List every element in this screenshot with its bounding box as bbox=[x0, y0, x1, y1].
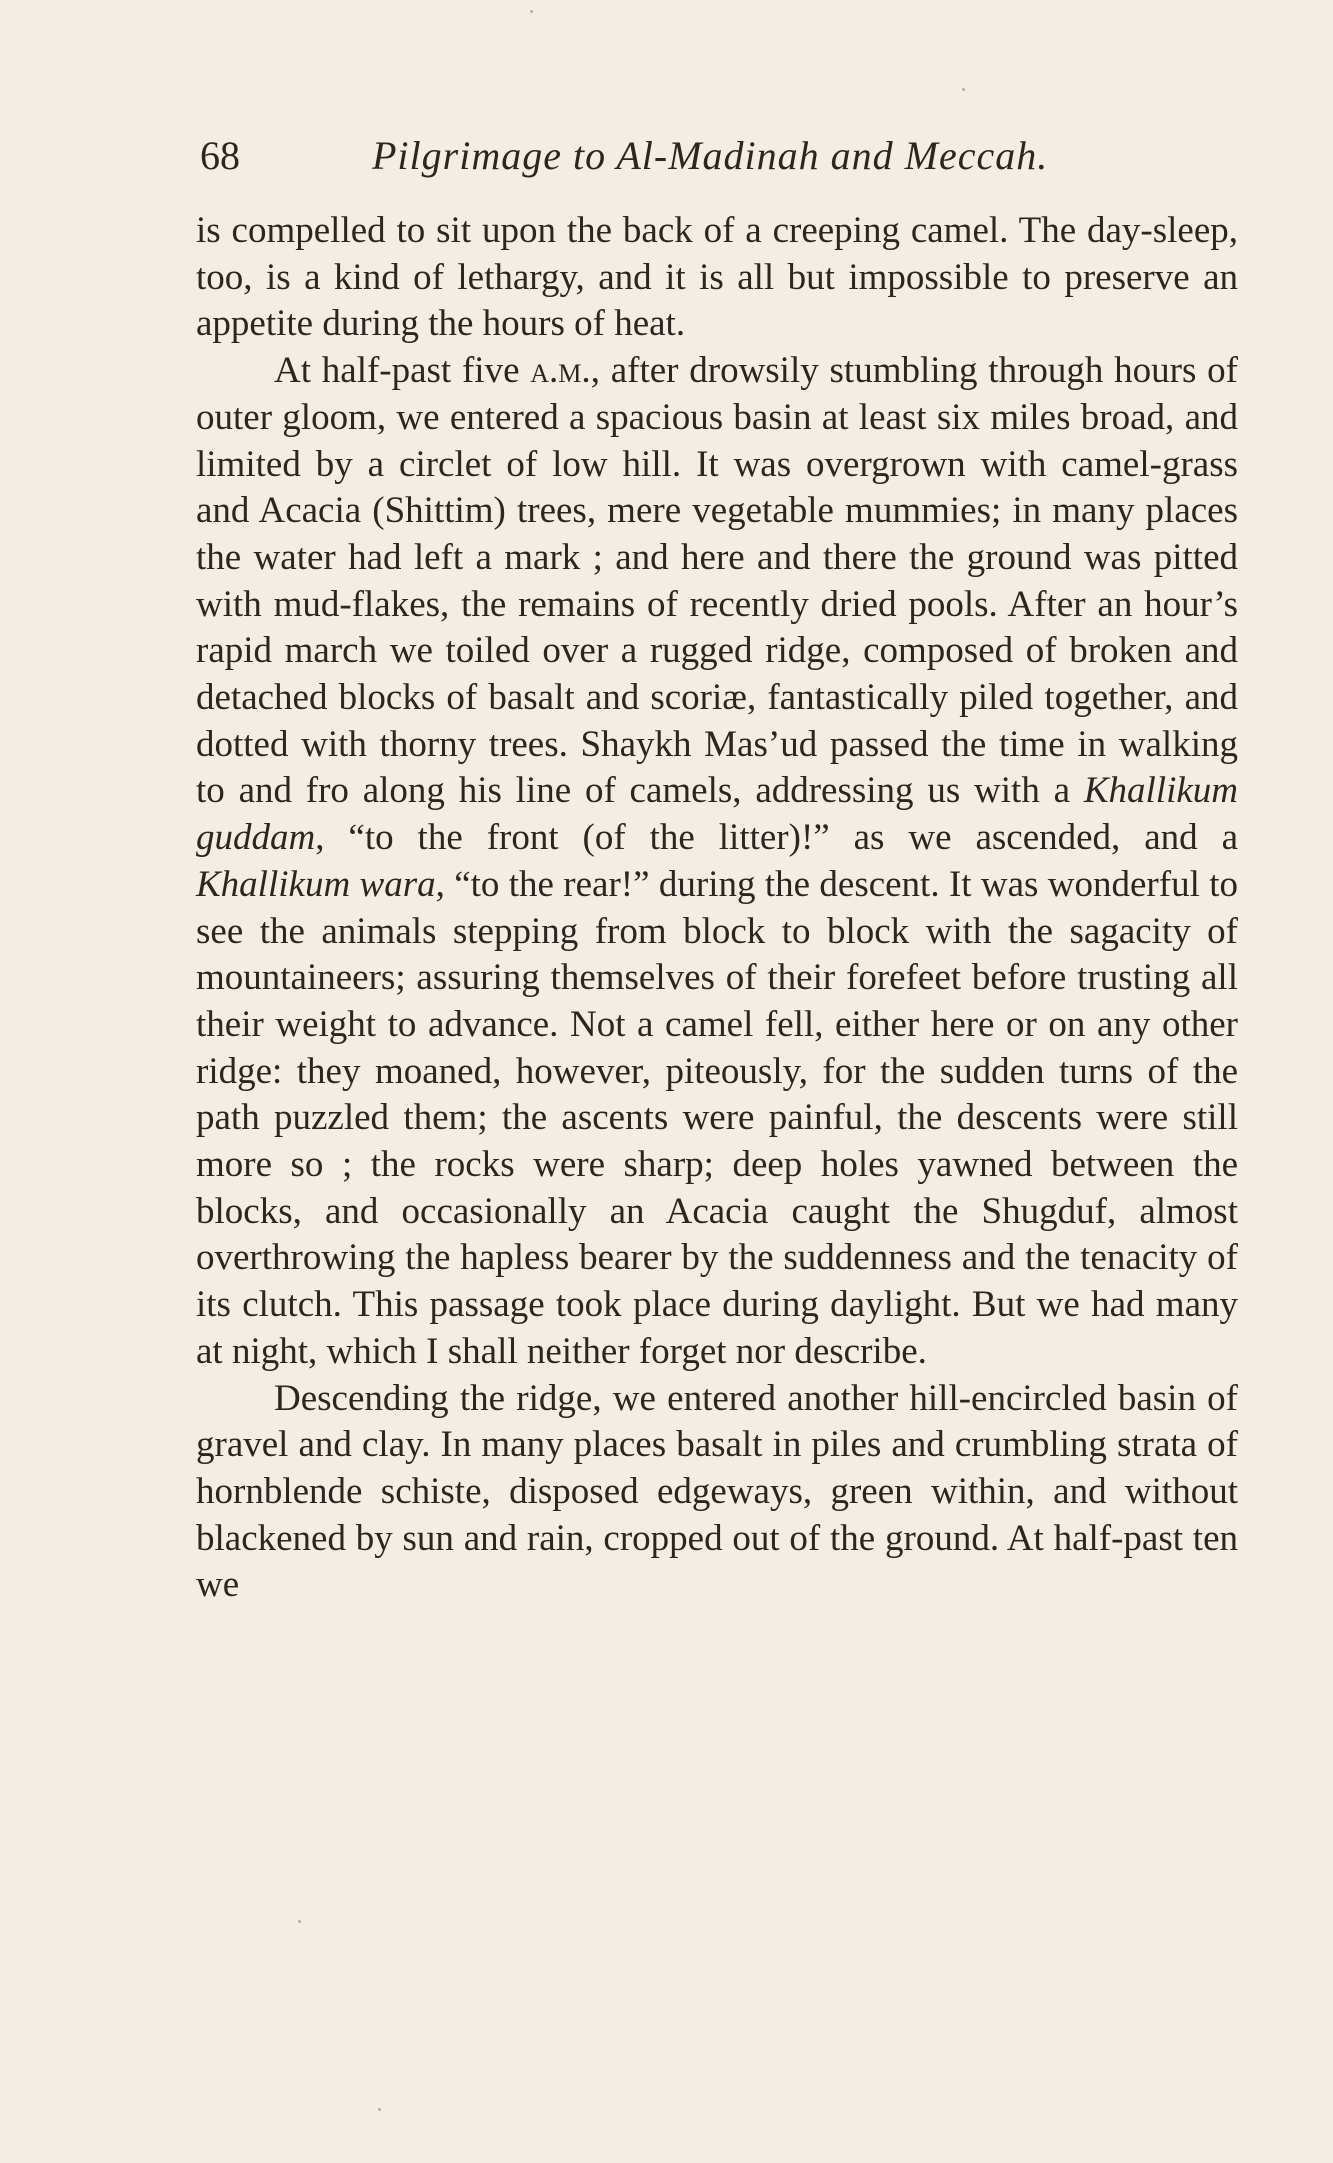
page-number: 68 bbox=[200, 133, 240, 178]
text-run: is compelled to sit upon the back of a creeping camel. The day-sleep, too, is a kind of lethargy, and it is all but impossible to preserve an appetite during the hours of heat. bbox=[196, 210, 1238, 345]
text-run: , “to the rear!” during the descent. It was wonderful to see the animals stepping from block to block with the sagacity of mountaineers; assuring themselves of their forefeet before trusting all their weight to advance. Not a camel fell, either here or on any other ridge: they moaned, however, piteously, for the sudden turns of the path puzzled them; the ascents were painful, the descents were still more so ; the rocks were sharp; deep holes yawned between the blocks, and occasionally an Acacia caught the Shugduf, almost overthrowing the hapless bearer by the suddenness and the tenacity of its clutch. This passage took place during daylight. But we had many at night, which I shall neither forget nor describe. bbox=[196, 863, 1238, 1372]
text-run: , “to the front (of the litter)!” as we ascended, and a bbox=[315, 817, 1238, 859]
paper-speck bbox=[530, 10, 533, 13]
page-header bbox=[200, 128, 1240, 184]
paper-speck bbox=[298, 1920, 301, 1923]
time-abbreviation: a.m. bbox=[530, 350, 591, 392]
italic-phrase: Khallikum wara bbox=[196, 863, 436, 905]
running-title: Pilgrimage to Al-Madinah and Meccah. bbox=[372, 133, 1049, 178]
text-run: , after drowsily stumbling through hours of outer gloom, we entered a spacious basin at least six miles broad, and limited by a circlet of low hill. It was overgrown with camel-grass and Acacia (Shittim) trees, mere vegetable mummies; in many places the water had left a mark ; and here and there the ground was pitted with mud-flakes, the remains of recently dried pools. After an hour’s rapid march we toiled over a rugged ridge, composed of broken and detached blocks of basalt and scoriæ, fantastically piled together, and dotted with thorny trees. Shaykh Mas’ud passed the time in walking to and fro along his line of camels, addressing us with a bbox=[196, 350, 1238, 812]
paper-speck bbox=[378, 2108, 381, 2111]
text-run: Descending the ridge, we entered another hill-encircled basin of gravel and clay. In many places basalt in piles and crumbling strata of hornblende schiste, disposed edgeways, green within, and without blackened by sun and rain, cropped out of the ground. At half-past ten we bbox=[196, 1377, 1238, 1606]
paragraph-continuation bbox=[196, 208, 1238, 348]
italic-phrase: Khallikum guddam bbox=[196, 770, 1238, 859]
paragraph-basin-and-ridge bbox=[196, 348, 1238, 1375]
body-text bbox=[196, 208, 1238, 1609]
paragraph-descending bbox=[196, 1376, 1238, 1610]
text-run: At half-past five bbox=[274, 350, 531, 392]
paper-speck bbox=[962, 88, 965, 91]
